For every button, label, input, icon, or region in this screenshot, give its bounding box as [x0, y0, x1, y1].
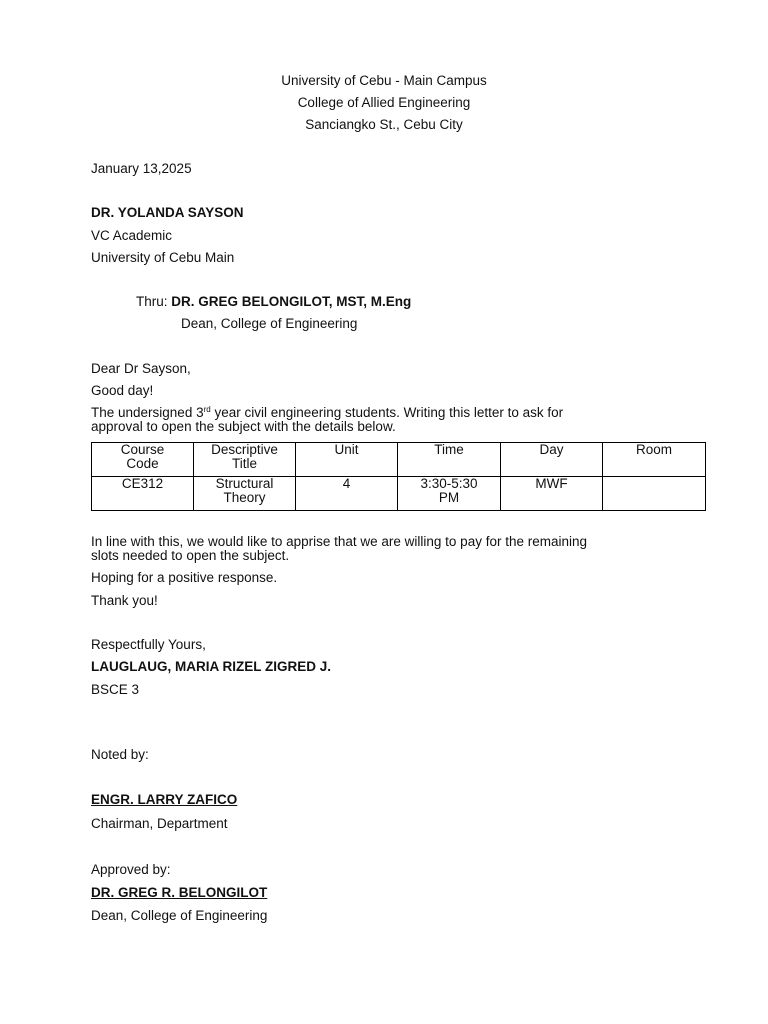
- approved-by-title: Dean, College of Engineering: [91, 908, 268, 923]
- subject-table: [91, 442, 706, 511]
- paragraph-2-line-1: In line with this, we would like to apprise that we are willing to pay for the remaining: [91, 534, 587, 549]
- cell-unit: 4: [296, 477, 398, 511]
- thru-title: Dean, College of Engineering: [181, 316, 358, 331]
- salutation: Dear Dr Sayson,: [91, 361, 191, 376]
- signer-program: BSCE 3: [91, 682, 140, 697]
- table-row: [92, 477, 706, 511]
- noted-by-title: Chairman, Department: [91, 816, 228, 831]
- thank-you-line: Thank you!: [91, 593, 158, 608]
- header-room: Room: [603, 443, 706, 477]
- hoping-line: Hoping for a positive response.: [91, 570, 278, 585]
- cell-time: 3:30-5:30 PM: [398, 477, 501, 511]
- college-name: College of Allied Engineering: [297, 95, 471, 110]
- thru-prefix: Thru:: [136, 294, 168, 309]
- thru-line: [136, 294, 411, 309]
- header-course-code: Course Code: [92, 443, 194, 477]
- paragraph-2-line-2: slots needed to open the subject.: [91, 548, 290, 563]
- recipient-name: DR. YOLANDA SAYSON: [91, 205, 244, 220]
- intro-text-a: The undersigned 3: [91, 405, 204, 420]
- closing-phrase: Respectfully Yours,: [91, 637, 206, 652]
- recipient-title: VC Academic: [91, 228, 173, 243]
- intro-text-b: year civil engineering students. Writing this letter to ask for: [210, 405, 564, 420]
- intro-line-1: [91, 405, 563, 420]
- university-name: University of Cebu - Main Campus: [281, 73, 487, 88]
- thru-name: DR. GREG BELONGILOT, MST, M.Eng: [171, 294, 412, 309]
- table-header-row: [92, 443, 706, 477]
- recipient-institution: University of Cebu Main: [91, 250, 235, 265]
- letter-date: January 13,2025: [91, 161, 192, 176]
- greeting: Good day!: [91, 383, 154, 398]
- intro-superscript: rd: [203, 405, 211, 414]
- approved-by-label: Approved by:: [91, 862, 171, 877]
- address: Sanciangko St., Cebu City: [305, 117, 463, 132]
- cell-day: MWF: [501, 477, 603, 511]
- intro-line-2: approval to open the subject with the details below.: [91, 419, 396, 434]
- cell-descriptive-title: Structural Theory: [194, 477, 296, 511]
- header-descriptive-title: Descriptive Title: [194, 443, 296, 477]
- header-day: Day: [501, 443, 603, 477]
- noted-by-label: Noted by:: [91, 747, 149, 762]
- header-unit: Unit: [296, 443, 398, 477]
- approved-by-name: DR. GREG R. BELONGILOT: [91, 885, 268, 900]
- cell-course-code: CE312: [92, 477, 194, 511]
- header-time: Time: [398, 443, 501, 477]
- noted-by-name: ENGR. LARRY ZAFICO: [91, 792, 238, 807]
- cell-room: [603, 477, 706, 511]
- signer-name: LAUGLAUG, MARIA RIZEL ZIGRED J.: [91, 659, 332, 674]
